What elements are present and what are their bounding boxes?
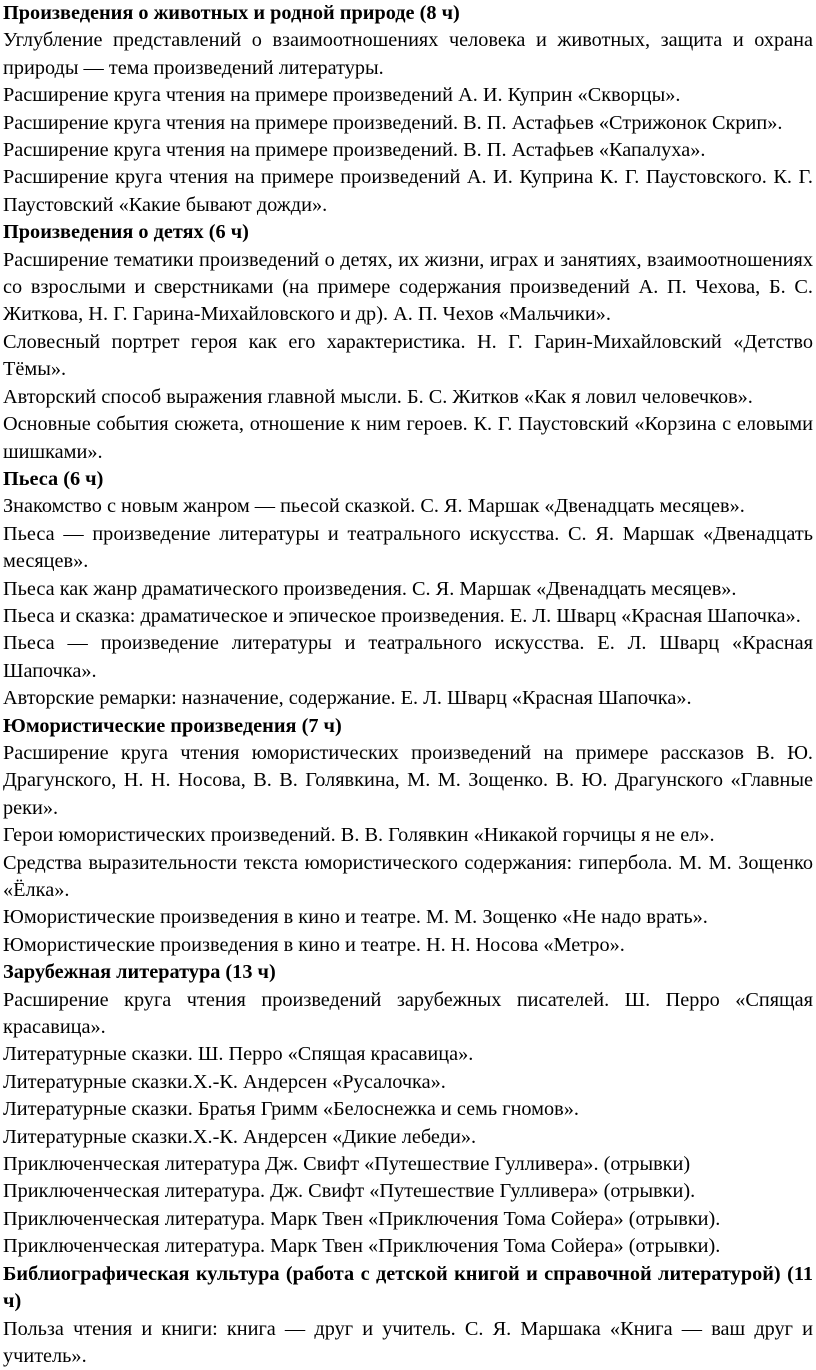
paragraph: Приключенческая литература. Марк Твен «Приключения Тома Сойера» (отрывки).	[3, 1233, 813, 1260]
paragraph: Пьеса — произведение литературы и театрального искусства. С. Я. Маршак «Двенадцать месяцев».	[3, 521, 813, 576]
paragraph: Пьеса и сказка: драматическое и эпическое произведения. Е. Л. Шварц «Красная Шапочка».	[3, 603, 813, 630]
paragraph: Юмористические произведения в кино и театре. Н. Н. Носова «Метро».	[3, 932, 813, 959]
paragraph: Средства выразительности текста юмористического содержания: гипербола. М. М. Зощенко «Ёлка».	[3, 850, 813, 905]
paragraph: Литературные сказки. Ш. Перро «Спящая красавица».	[3, 1041, 813, 1068]
section-heading: Пьеса (6 ч)	[3, 466, 813, 493]
paragraph: Приключенческая литература. Дж. Свифт «Путешествие Гулливера» (отрывки).	[3, 1178, 813, 1205]
paragraph: Авторские ремарки: назначение, содержание. Е. Л. Шварц «Красная Шапочка».	[3, 685, 813, 712]
paragraph: Основные события сюжета, отношение к ним героев. К. Г. Паустовский «Корзина с еловыми шишками».	[3, 411, 813, 466]
paragraph: Приключенческая литература Дж. Свифт «Путешествие Гулливера». (отрывки)	[3, 1151, 813, 1178]
paragraph: Знакомство с новым жанром — пьесой сказкой. С. Я. Маршак «Двенадцать месяцев».	[3, 493, 813, 520]
paragraph: Углубление представлений о взаимоотношениях человека и животных, защита и охрана природы — тема произведений литературы.	[3, 27, 813, 82]
paragraph: Польза чтения и книги: книга — друг и учитель. С. Я. Маршака «Книга — ваш друг и учитель».	[3, 1316, 813, 1370]
section-heading: Произведения о детях (6 ч)	[3, 219, 813, 246]
paragraph: Юмористические произведения в кино и театре. М. М. Зощенко «Не надо врать».	[3, 904, 813, 931]
paragraph: Литературные сказки. Братья Гримм «Белоснежка и семь гномов».	[3, 1096, 813, 1123]
paragraph: Литературные сказки.Х.-К. Андерсен «Дикие лебеди».	[3, 1124, 813, 1151]
section-heading: Библиографическая культура (работа с детской книгой и справочной литературой) (11 ч)	[3, 1261, 813, 1316]
paragraph: Авторский способ выражения главной мысли. Б. С. Житков «Как я ловил человечков».	[3, 384, 813, 411]
paragraph: Расширение круга чтения на примере произведений. В. П. Астафьев «Капалуха».	[3, 137, 813, 164]
paragraph: Герои юмористических произведений. В. В. Голявкин «Никакой горчицы я не ел».	[3, 822, 813, 849]
paragraph: Расширение тематики произведений о детях, их жизни, играх и занятиях, взаимоотношениях со взрослыми и сверстниками (на примере содержания произведений А. П. Чехова, Б. С. Житкова, Н. Г. Гарина-Михайловского и др). А. П. Чехов «Мальчики».	[3, 247, 813, 329]
paragraph: Пьеса как жанр драматического произведения. С. Я. Маршак «Двенадцать месяцев».	[3, 576, 813, 603]
section-heading: Зарубежная литература (13 ч)	[3, 959, 813, 986]
paragraph: Расширение круга чтения произведений зарубежных писателей. Ш. Перро «Спящая красавица».	[3, 987, 813, 1042]
paragraph: Литературные сказки.Х.-К. Андерсен «Русалочка».	[3, 1069, 813, 1096]
paragraph: Расширение круга чтения на примере произведений А. И. Куприна К. Г. Паустовского. К. Г. Паустовский «Какие бывают дожди».	[3, 164, 813, 219]
section-heading: Юмористические произведения (7 ч)	[3, 713, 813, 740]
paragraph: Пьеса — произведение литературы и театрального искусства. Е. Л. Шварц «Красная Шапочка».	[3, 630, 813, 685]
section-heading: Произведения о животных и родной природе (8 ч)	[3, 0, 813, 27]
paragraph: Расширение круга чтения на примере произведений. В. П. Астафьев «Стрижонок Скрип».	[3, 110, 813, 137]
paragraph: Словесный портрет героя как его характеристика. Н. Г. Гарин-Михайловский «Детство Тёмы».	[3, 329, 813, 384]
paragraph: Приключенческая литература. Марк Твен «Приключения Тома Сойера» (отрывки).	[3, 1206, 813, 1233]
paragraph: Расширение круга чтения на примере произведений А. И. Куприн «Скворцы».	[3, 82, 813, 109]
paragraph: Расширение круга чтения юмористических произведений на примере рассказов В. Ю. Драгунского, Н. Н. Носова, В. В. Голявкина, М. М. Зощенко. В. Ю. Драгунского «Главные реки».	[3, 740, 813, 822]
